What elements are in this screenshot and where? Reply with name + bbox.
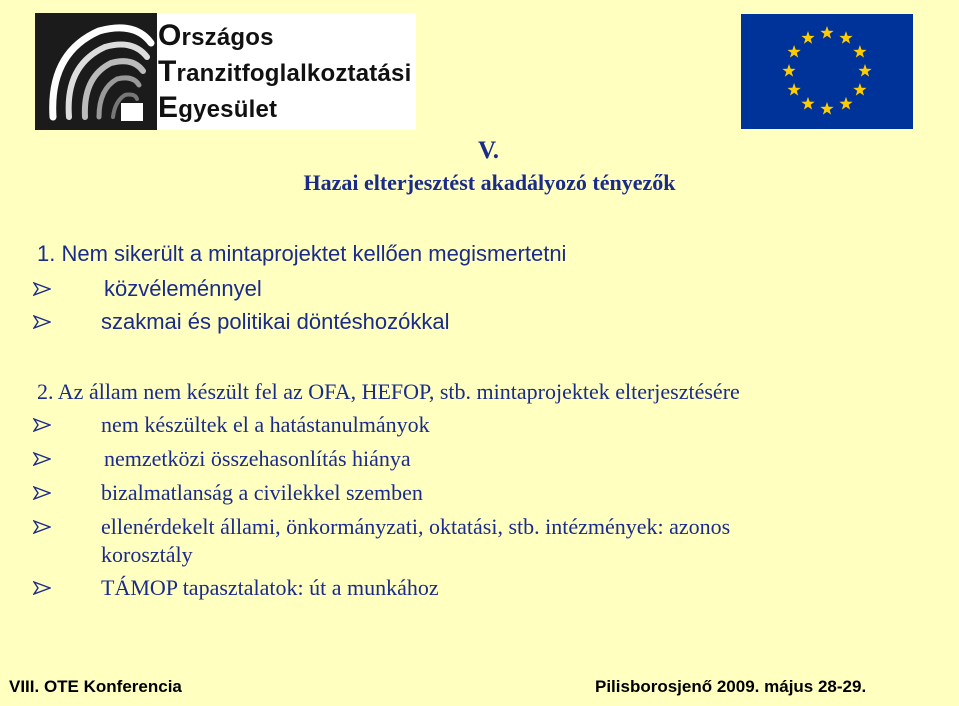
- arrow-bullet-icon: [33, 315, 51, 329]
- list-item: nem készültek el a hatástanulmányok: [101, 412, 430, 437]
- section1-title: 1. Nem sikerült a mintaprojektet kellően megismertetni: [37, 241, 567, 266]
- logo-text: Országos Tranzitfoglalkoztatási Egyesület: [158, 19, 412, 124]
- arrow-bullet-icon: [33, 581, 51, 595]
- section-number: V.: [477, 137, 500, 164]
- list-item: ellenérdekelt állami, önkormányzati, oktatási, stb. intézmények: azonos: [101, 514, 731, 539]
- arrow-bullet-icon: [33, 452, 51, 466]
- arrow-bullet-icon: [33, 520, 51, 534]
- list-item: nemzetközi összehasonlítás hiánya: [104, 446, 411, 471]
- list-item: bizalmatlanság a civilekkel szemben: [101, 480, 423, 505]
- logo-mark-icon: [35, 13, 157, 130]
- eu-flag-icon: [741, 14, 913, 129]
- page-title: Hazai elterjesztést akadályozó tényezők: [303, 170, 676, 195]
- section2-title: 2. Az állam nem készült fel az OFA, HEFOP, stb. mintaprojektek elterjesztésére: [37, 379, 740, 404]
- arrow-bullet-icon: [33, 418, 51, 432]
- organization-logo: [35, 13, 416, 130]
- arrow-bullet-icon: [33, 486, 51, 500]
- footer-place-date: Pilisborosjenő 2009. május 28-29.: [595, 677, 867, 696]
- list-item-continuation: korosztály: [101, 542, 193, 567]
- footer-conference: VIII. OTE Konferencia: [9, 677, 182, 696]
- list-item: szakmai és politikai döntéshozókkal: [101, 309, 450, 334]
- list-item: közvéleménnyel: [104, 276, 262, 301]
- arrow-bullet-icon: [33, 282, 51, 296]
- list-item: TÁMOP tapasztalatok: út a munkához: [101, 575, 439, 600]
